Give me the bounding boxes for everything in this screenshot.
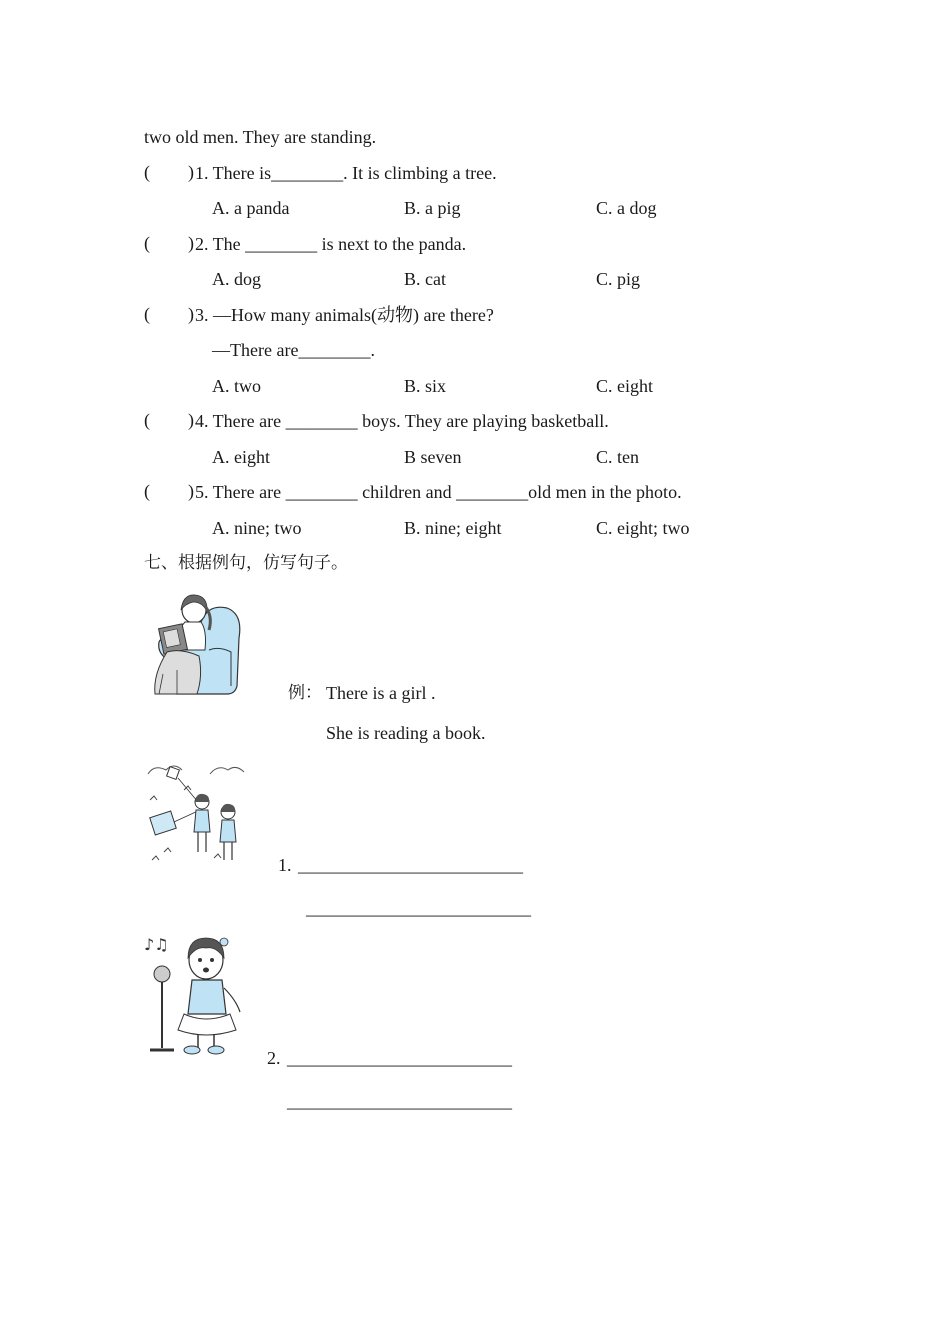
answer-paren-left: ( [144, 410, 150, 430]
exercise-number: 1. [278, 855, 296, 875]
answer-blank-2[interactable]: _________________________ [306, 898, 531, 918]
option-b: B seven [404, 447, 462, 467]
answer-paren-right: ) [188, 304, 194, 324]
option-a: A. dog [212, 269, 261, 289]
example-line-2: She is reading a book. [326, 723, 486, 743]
question-text: 3. —How many animals(动物) are there? [195, 305, 494, 325]
answer-paren-left: ( [144, 481, 150, 501]
option-a: A. eight [212, 447, 270, 467]
option-c: C. a dog [596, 198, 657, 218]
option-b: B. six [404, 376, 447, 396]
answer-blank-2[interactable]: _________________________ [287, 1091, 512, 1111]
option-c: C. ten [596, 447, 639, 467]
option-c: C. eight; two [596, 518, 690, 538]
answer-paren-left: ( [144, 162, 150, 182]
question-text: 1. There is________. It is climbing a tree. [195, 163, 497, 183]
option-b: B. cat [404, 269, 446, 289]
answer-blank-1[interactable]: _________________________ [287, 1048, 512, 1068]
option-c: C. pig [596, 269, 641, 289]
option-b: B. nine; eight [404, 518, 502, 538]
answer-paren-right: ) [188, 481, 194, 501]
answer-paren-left: ( [144, 233, 150, 253]
question-text: 4. There are ________ boys. They are playing basketball. [195, 411, 609, 431]
question-text: 2. The ________ is next to the panda. [195, 234, 467, 254]
example-label: 例： [288, 683, 322, 703]
exercise-number: 2. [267, 1048, 285, 1068]
section-7-title: 七、根据例句，仿写句子。 [144, 553, 348, 573]
girl-singing-with-microphone-icon [144, 930, 242, 1058]
option-a: A. a panda [212, 198, 290, 218]
children-flying-kite-icon [144, 760, 246, 866]
answer-blank-1[interactable]: _________________________ [298, 855, 523, 875]
option-a: A. two [212, 376, 261, 396]
answer-paren-right: ) [188, 162, 194, 182]
svg-text:♪♫: ♪♫ [144, 935, 169, 954]
option-c: C. eight [596, 376, 653, 396]
option-a: A. nine; two [212, 518, 302, 538]
girl-reading-in-armchair-icon [147, 590, 245, 698]
answer-paren-right: ) [188, 233, 194, 253]
question-text: 5. There are ________ children and ________old men in the photo. [195, 482, 682, 502]
answer-paren-right: ) [188, 410, 194, 430]
intro-line: two old men. They are standing. [144, 127, 377, 147]
example-line-1: There is a girl . [326, 683, 436, 703]
question-subline: —There are________. [212, 340, 375, 360]
option-b: B. a pig [404, 198, 461, 218]
answer-paren-left: ( [144, 304, 150, 324]
